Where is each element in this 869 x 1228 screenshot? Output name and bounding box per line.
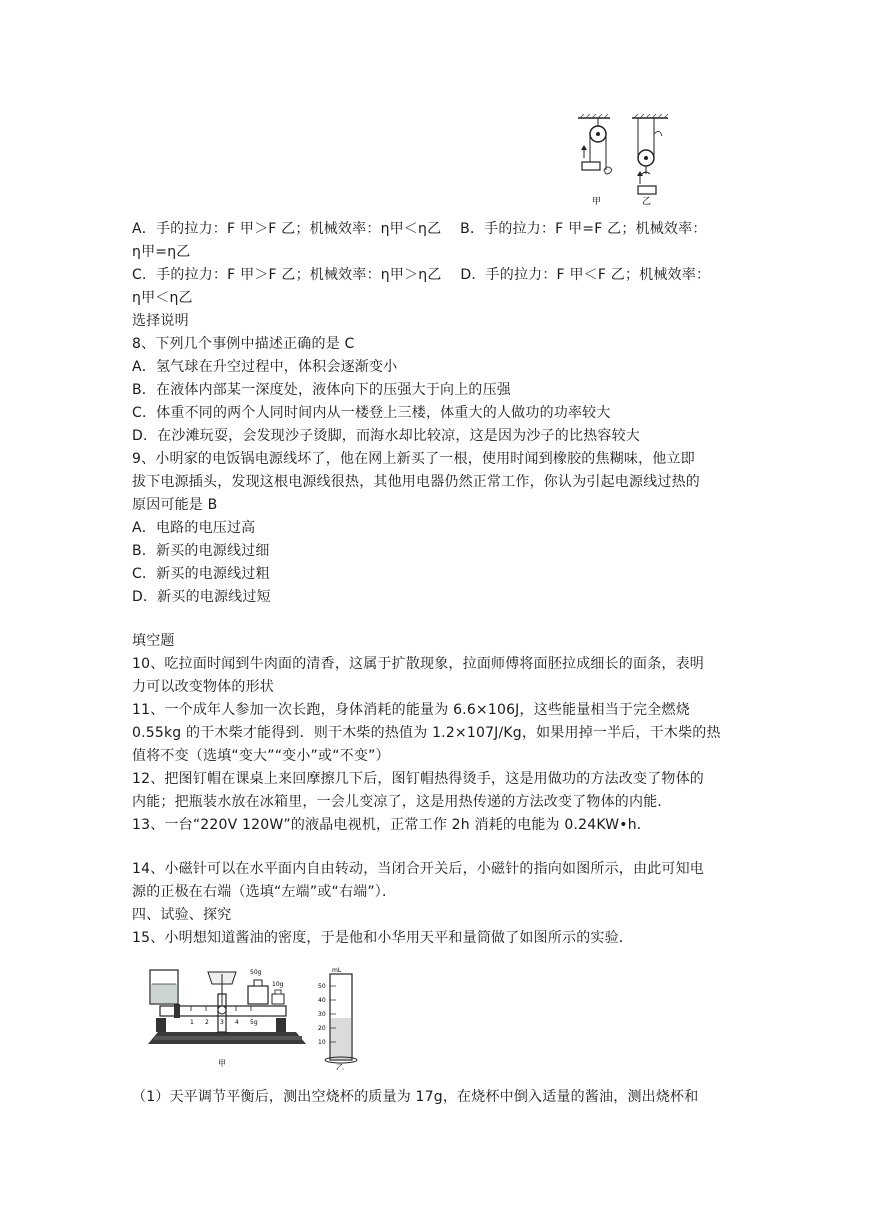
cyl-tick-30: 30 <box>318 1011 326 1018</box>
q9-option-b: B．新买的电源线过细 <box>132 543 270 559</box>
question-12-line1: 12、把图钉帽在课桌上来回摩擦几下后，图钉帽热得烫手，这是用做功的方法改变了物体的 <box>132 771 705 787</box>
scale-tick-1: 1 <box>190 1019 194 1026</box>
scale-tick-5: 5g <box>250 1019 258 1026</box>
question-10-line2: 力可以改变物体的形状 <box>132 679 274 695</box>
pulley-label-yi: 乙 <box>642 197 652 207</box>
pulley-figure <box>576 112 672 210</box>
option-cd-line: C．手的拉力：F 甲＞F 乙；机械效率：η甲＞η乙 D．手的拉力：F 甲＜F 乙；机械效率： <box>132 267 711 283</box>
question-13: 13、一台“220V 120W”的液晶电视机，正常工作 2h 消耗的电能为 0.24KW•h． <box>132 817 651 833</box>
q8-option-d: D．在沙滩玩耍，会发现沙子烫脚，而海水却比较凉，这是因为沙子的比热容较大 <box>132 428 640 444</box>
section-label: 选择说明 <box>132 313 189 329</box>
option-b-cont: η甲=η乙 <box>132 244 191 260</box>
q9-option-a: A．电路的电压过高 <box>132 520 256 536</box>
cylinder-unit: mL <box>332 967 342 974</box>
question-14-line2: 源的正极在右端（选填“左端”或“右端”）． <box>132 884 397 900</box>
scale-tick-2: 2 <box>205 1019 209 1026</box>
q9-option-d: D．新买的电源线过短 <box>132 589 271 605</box>
q8-option-a: A．氢气球在升空过程中，体积会逐渐变小 <box>132 359 398 375</box>
weight-50-label: 50g <box>250 969 262 976</box>
balance-label-jia: 甲 <box>218 1059 226 1068</box>
cylinder-label-yi: 乙 <box>336 1063 344 1070</box>
question-9-line2: 拔下电源插头，发现这根电源线很热，其他用电器仍然正常工作，你认为引起电源线过热的 <box>132 474 700 490</box>
section-experiment: 四、试验、探究 <box>132 907 232 923</box>
option-d-cont: η甲＜η乙 <box>132 290 193 306</box>
scale-tick-4: 4 <box>235 1019 239 1026</box>
balance-diagram <box>146 960 366 1070</box>
question-12-line2: 内能；把瓶装水放在冰箱里，一会儿变凉了，这是用热传递的方法改变了物体的内能． <box>132 794 672 810</box>
section-fill-blank: 填空题 <box>132 633 175 649</box>
cyl-tick-40: 40 <box>318 997 326 1004</box>
cyl-tick-20: 20 <box>318 1025 326 1032</box>
question-15: 15、小明想知道酱油的密度，于是他和小华用天平和量筒做了如图所示的实验． <box>132 930 634 946</box>
question-9-line1: 9、小明家的电饭锅电源线坏了，他在网上新买了一根，使用时闻到橡胶的焦糊味，他立即 <box>132 451 695 467</box>
q8-option-b: B．在液体内部某一深度处，液体向下的压强大于向上的压强 <box>132 382 512 398</box>
q8-option-c: C．体重不同的两个人同时间内从一楼登上三楼，体重大的人做功的功率较大 <box>132 405 611 421</box>
question-14-line1: 14、小磁针可以在水平面内自由转动，当闭合开关后，小磁针的指向如图所示，由此可知电 <box>132 861 705 877</box>
question-9-line3: 原因可能是 B <box>132 497 218 513</box>
pulley-diagram <box>576 112 672 210</box>
option-ab-line: A．手的拉力：F 甲＞F 乙；机械效率：η甲＜η乙 B．手的拉力：F 甲=F 乙；机械效率： <box>132 221 707 237</box>
weight-10-label: 10g <box>272 981 284 988</box>
q9-option-c: C．新买的电源线过粗 <box>132 566 270 582</box>
question-11-line1: 11、一个成年人参加一次长跑，身体消耗的能量为 6.6×106J，这些能量相当于完全燃烧 <box>132 702 690 718</box>
question-8: 8、下列几个事例中描述正确的是 C <box>132 336 355 352</box>
question-15-part1: （1）天平调节平衡后，测出空烧杯的质量为 17g，在烧杯中倒入适量的酱油，测出烧杯和 <box>132 1089 699 1105</box>
cyl-tick-10: 10 <box>318 1039 326 1046</box>
question-11-line3: 值将不变（选填“变大”“变小”或“不变”） <box>132 748 390 764</box>
cyl-tick-50: 50 <box>318 983 326 990</box>
question-11-line2: 0.55kg 的干木柴才能得到．则干木柴的热值为 1.2×107J/Kg，如果用掉一半后，干木柴的热 <box>132 725 721 741</box>
balance-figure <box>146 960 366 1070</box>
pulley-label-jia: 甲 <box>592 197 602 207</box>
question-10-line1: 10、吃拉面时闻到牛肉面的清香，这属于扩散现象，拉面师傅将面胚拉成细长的面条，表明 <box>132 656 705 672</box>
scale-tick-3: 3 <box>220 1019 224 1026</box>
